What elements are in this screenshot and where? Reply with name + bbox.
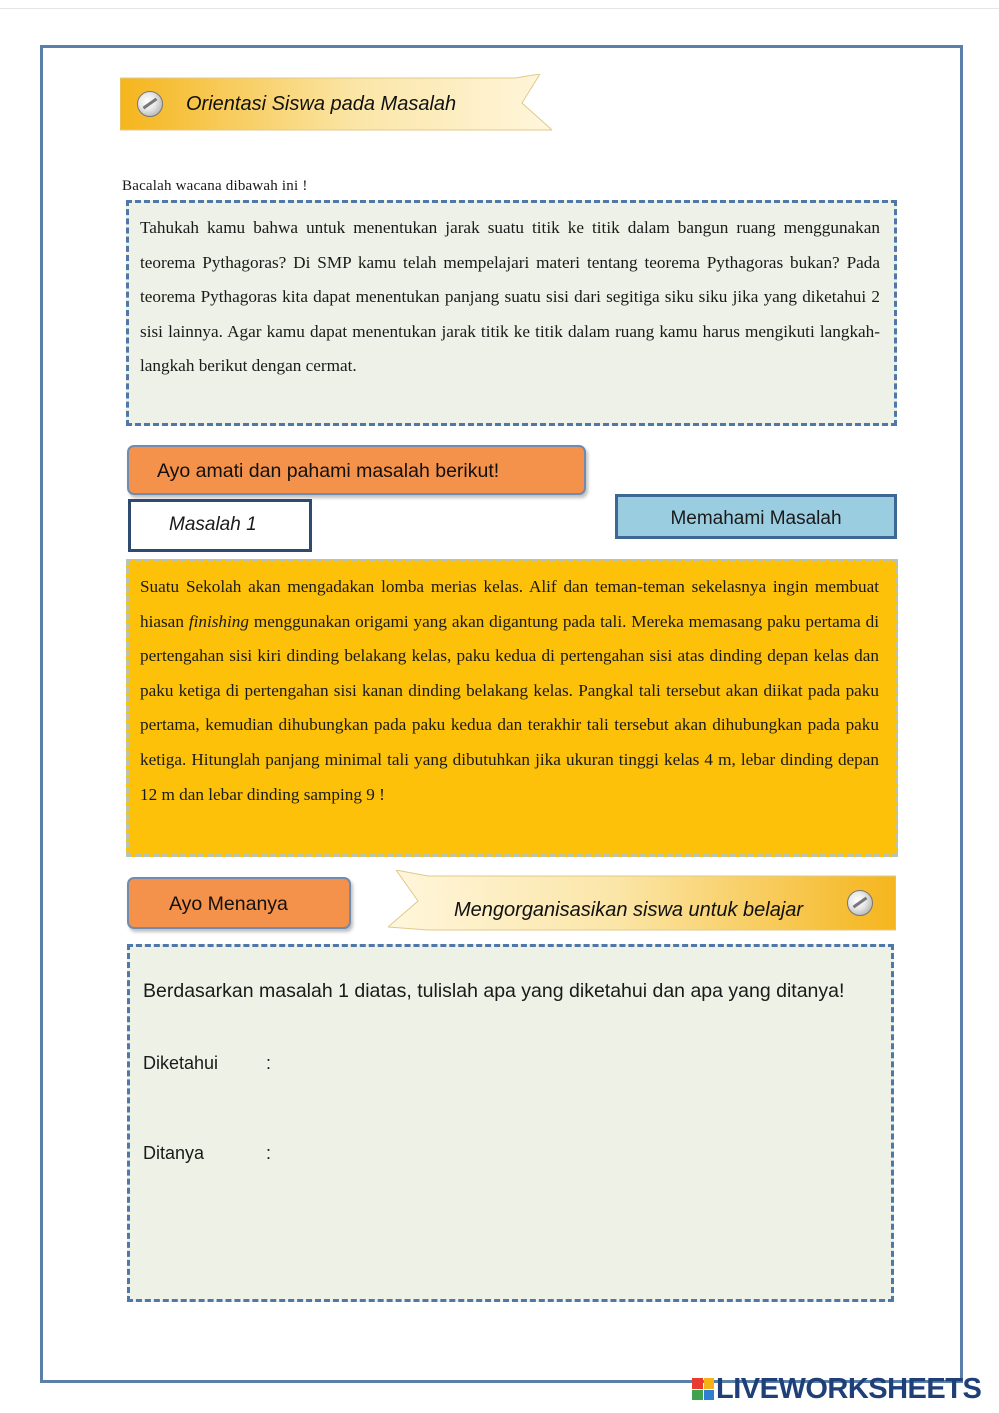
asked-row <box>143 1143 272 1164</box>
problem-label: Masalah 1 <box>128 499 312 552</box>
ask-button: Ayo Menanya <box>127 877 351 929</box>
organize-ribbon <box>388 870 896 932</box>
liveworksheets-logo-icon <box>692 1378 714 1400</box>
orientation-title: Orientasi Siswa pada Masalah <box>186 93 457 115</box>
problem-text-part1: Suatu Sekolah akan mengadakan lomba merias kelas. Alif dan teman-teman sekelasnya ingin membuat hiasan <box>140 577 879 631</box>
intro-paragraph: Tahukah kamu bahwa untuk menentukan jarak suatu titik ke titik dalam bangun ruang menggunakan teorema Pythagoras? Di SMP kamu telah mempelajari materi tentang teorema Pythagoras bukan? Pada teorema Pythagoras kita dapat menentukan panjang suatu sisi dari segitiga siku siku jika yang diketahui 2 sisi lainnya. Agar kamu dapat menentukan jarak titik ke titik dalam ruang kamu harus mengikuti langkah-langkah berikut dengan cermat. <box>140 218 880 376</box>
asked-colon: : <box>266 1143 272 1163</box>
known-row <box>143 1053 272 1074</box>
known-label: Diketahui <box>143 1053 219 1073</box>
reading-instruction: Bacalah wacana dibawah ini ! <box>122 178 308 194</box>
problem-text-part2: menggunakan origami yang akan digantung pada tali. Mereka memasang paku pertama di pertengahan sisi kiri dinding belakang kelas, paku kedua di pertengahan sisi atas dinding depan kelas dan paku ketiga di pertengahan sisi kanan dinding belakang kelas. Pangkal tali tersebut akan diikat pada paku pertama, kemudian dihubungkan pada paku kedua dan terakhir tali tersebut akan dihubungkan pada paku ketiga. Hitunglah panjang minimal tali yang dibutuhkan jika ukuran tinggi kelas 4 m, lebar dinding depan 12 m dan lebar dinding samping 9 ! <box>140 611 879 804</box>
understand-problem-label: Memahami Masalah <box>615 494 897 539</box>
logo-square <box>704 1390 715 1401</box>
orientation-ribbon <box>120 74 552 132</box>
compass-disc-icon <box>847 890 873 916</box>
liveworksheets-brand <box>692 1374 981 1404</box>
organize-title: Mengorganisasikan siswa untuk belajar <box>454 899 804 921</box>
asked-label: Ditanya <box>143 1143 205 1163</box>
intro-text-box <box>126 200 897 426</box>
question-box <box>127 944 894 1302</box>
observe-problem-button: Ayo amati dan pahami masalah berikut! <box>127 445 586 495</box>
known-colon: : <box>266 1053 272 1073</box>
brand-wordmark: LIVEWORKSHEETS <box>716 1372 982 1405</box>
problem-text-italic: finishing <box>188 611 249 631</box>
compass-disc-icon <box>137 91 163 117</box>
question-prompt: Berdasarkan masalah 1 diatas, tulislah apa yang diketahui dan apa yang ditanya! <box>143 980 845 1002</box>
problem-paragraph <box>140 570 879 812</box>
top-divider <box>0 8 999 9</box>
logo-square <box>692 1378 703 1389</box>
logo-square <box>704 1378 715 1389</box>
problem-text-box <box>126 559 898 857</box>
logo-square <box>692 1390 703 1401</box>
